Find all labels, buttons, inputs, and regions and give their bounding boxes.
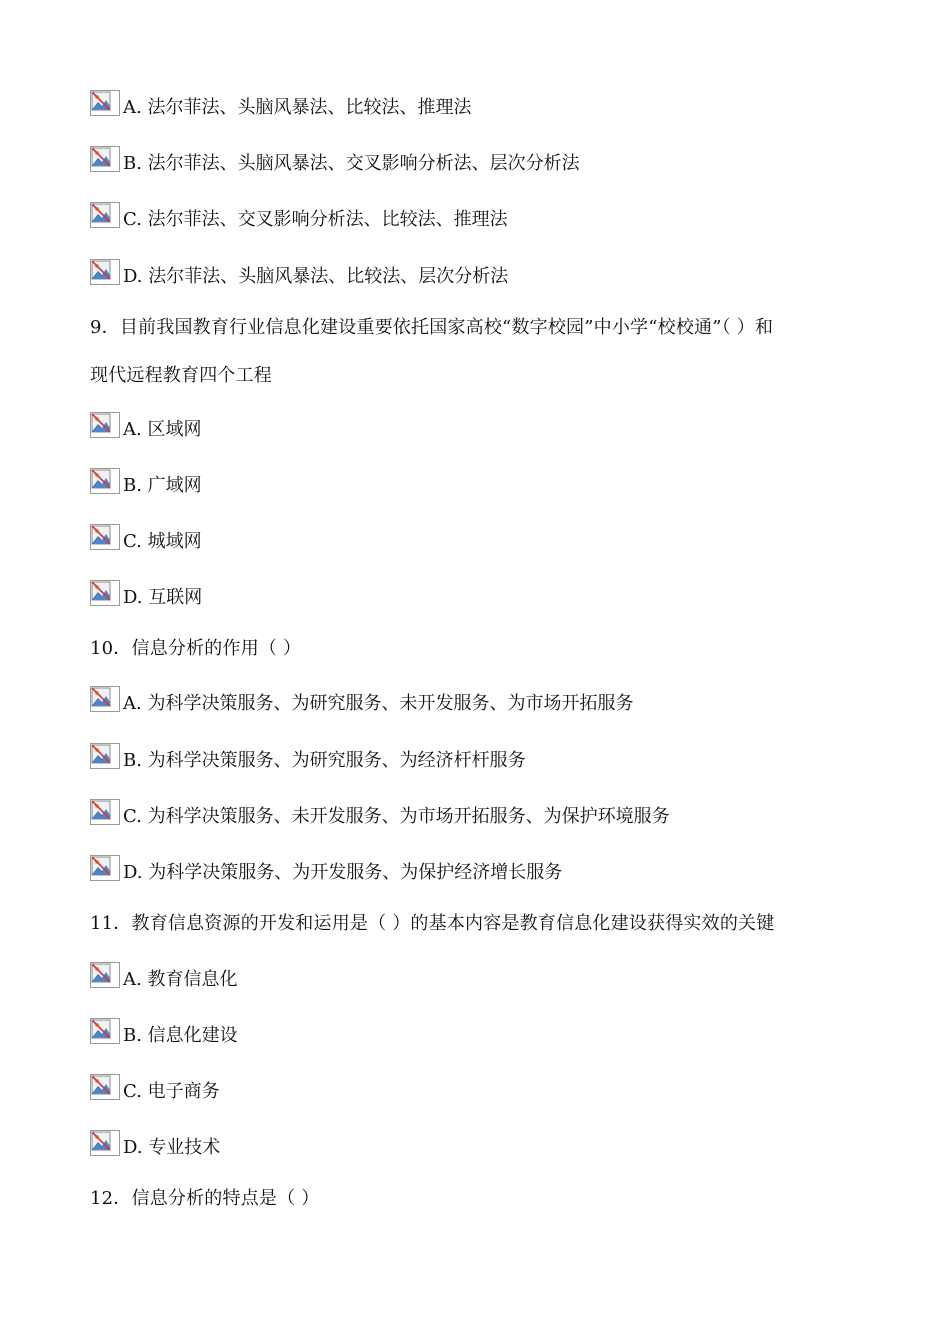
option-text: B. 广域网 [123,475,202,496]
option-text: C. 电子商务 [123,1081,220,1102]
broken-image-icon [90,90,120,116]
option-line[interactable] [90,96,870,120]
broken-image-icon [90,799,120,825]
option-line[interactable] [90,530,870,554]
broken-image-icon [90,412,120,438]
broken-image-icon [90,1130,120,1156]
option-line[interactable] [90,208,870,232]
question-text: 12．信息分析的特点是（ ） [90,1188,320,1209]
option-line[interactable] [90,1136,870,1160]
option-text: B. 法尔菲法、头脑风暴法、交叉影响分析法、层次分析法 [123,153,580,174]
option-text: D. 互联网 [123,587,203,608]
option-line[interactable] [90,1024,870,1048]
broken-image-icon [90,202,120,228]
option-line[interactable] [90,861,870,885]
option-text: A. 法尔菲法、头脑风暴法、比较法、推理法 [123,97,472,118]
broken-image-icon [90,524,120,550]
option-text: C. 城域网 [123,531,202,552]
broken-image-icon [90,259,120,285]
option-line[interactable] [90,152,870,176]
broken-image-icon [90,686,120,712]
question-text: 10．信息分析的作用（ ） [90,638,302,659]
broken-image-icon [90,468,120,494]
option-line[interactable] [90,692,870,716]
option-line[interactable] [90,265,870,289]
option-text: D. 为科学决策服务、为开发服务、为保护经济增长服务 [123,862,563,883]
broken-image-icon [90,146,120,172]
question-text: 11．教育信息资源的开发和运用是（ ）的基本内容是教育信息化建设获得实效的关键 [90,913,775,934]
broken-image-icon [90,855,120,881]
broken-image-icon [90,962,120,988]
option-text: B. 为科学决策服务、为研究服务、为经济杆杆服务 [123,750,526,771]
option-line[interactable] [90,968,870,992]
question-text: 9．目前我国教育行业信息化建设重要依托国家高校“数字校园”中小学“校校通”（ ）和 [90,317,774,338]
broken-image-icon [90,1018,120,1044]
option-text: B. 信息化建设 [123,1025,238,1046]
option-line[interactable] [90,1080,870,1104]
option-line[interactable] [90,586,870,610]
broken-image-icon [90,743,120,769]
option-text: D. 专业技术 [123,1137,221,1158]
option-text: A. 区域网 [123,419,202,440]
question-text: 现代远程教育四个工程 [90,365,272,386]
option-text: A. 为科学决策服务、为研究服务、未开发服务、为市场开拓服务 [123,693,634,714]
option-line[interactable] [90,805,870,829]
option-text: D. 法尔菲法、头脑风暴法、比较法、层次分析法 [123,266,509,287]
option-line[interactable] [90,474,870,498]
option-text: C. 为科学决策服务、未开发服务、为市场开拓服务、为保护环境服务 [123,806,670,827]
option-line[interactable] [90,418,870,442]
broken-image-icon [90,580,120,606]
option-line[interactable] [90,749,870,773]
option-text: A. 教育信息化 [123,969,238,990]
broken-image-icon [90,1074,120,1100]
option-text: C. 法尔菲法、交叉影响分析法、比较法、推理法 [123,209,508,230]
